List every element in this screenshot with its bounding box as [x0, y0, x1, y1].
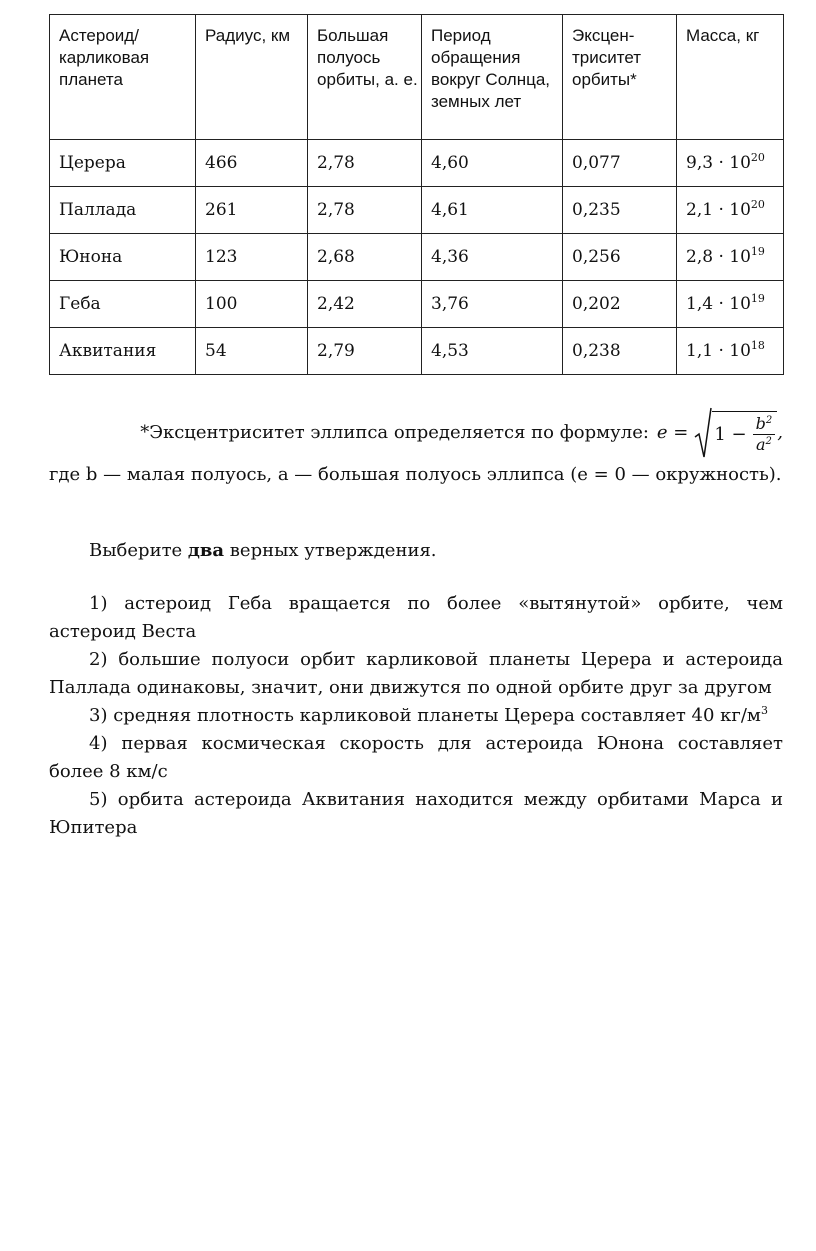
fraction-denominator [756, 435, 772, 455]
table-row [50, 187, 784, 234]
footnote-formula-line [49, 405, 783, 461]
cell-name: Паллада [50, 187, 196, 234]
header-radius: Радиус, км [196, 15, 308, 140]
cell-radius: 466 [196, 140, 308, 187]
cell-radius: 100 [196, 281, 308, 328]
mass-mantissa: 1,4 · 10 [686, 294, 751, 314]
footnote [49, 405, 783, 489]
table-row [50, 234, 784, 281]
fraction-numerator [753, 414, 776, 435]
mass-mantissa: 2,8 · 10 [686, 247, 751, 267]
header-object: Астероид/ карликовая планета [50, 15, 196, 140]
square-root [694, 407, 777, 459]
cell-mass [677, 187, 784, 234]
numerator-letter: b [755, 414, 766, 433]
cell-axis: 2,42 [308, 281, 422, 328]
prompt-before: Выберите [89, 540, 188, 561]
table-row [50, 281, 784, 328]
cell-axis: 2,79 [308, 328, 422, 375]
table-header-row [50, 15, 784, 140]
cell-period: 4,53 [422, 328, 563, 375]
mass-exponent: 18 [750, 339, 765, 352]
prompt-after: верных утверждения. [224, 540, 437, 561]
cell-name: Аквитания [50, 328, 196, 375]
formula-comma: , [777, 422, 783, 443]
radicand [712, 411, 777, 455]
header-eccentricity: Эксцен- триситет орбиты* [563, 15, 677, 140]
header-period: Период обращения вокруг Солнца, земных лет [422, 15, 563, 140]
cell-period: 4,60 [422, 140, 563, 187]
denominator-power: 2 [765, 436, 772, 447]
denominator-letter: a [755, 435, 766, 454]
cell-axis: 2,78 [308, 140, 422, 187]
cell-radius: 123 [196, 234, 308, 281]
cell-name: Юнона [50, 234, 196, 281]
cell-axis: 2,68 [308, 234, 422, 281]
answer-option-5: 5) орбита астероида Аквитания находится между орбитами Марса и Юпитера [49, 789, 783, 838]
answer-option-3 [49, 702, 783, 730]
cell-mass [677, 281, 784, 328]
header-mass: Масса, кг [677, 15, 784, 140]
cell-axis: 2,78 [308, 187, 422, 234]
mass-exponent: 20 [750, 198, 765, 211]
cell-ecc: 0,235 [563, 187, 677, 234]
cell-ecc: 0,202 [563, 281, 677, 328]
option-3-exponent: 3 [760, 704, 768, 717]
radical-sign-icon [694, 407, 712, 459]
cell-name: Геба [50, 281, 196, 328]
fraction [753, 414, 776, 455]
cell-period: 3,76 [422, 281, 563, 328]
task-prompt [49, 537, 783, 565]
answer-options [49, 590, 783, 842]
cell-radius: 261 [196, 187, 308, 234]
answer-option-4: 4) первая космическая скорость для астероида Юнона составляет более 8 км/с [49, 733, 783, 782]
answer-option-1: 1) астероид Геба вращается по более «вытянутой» орбите, чем астероид Веста [49, 593, 783, 642]
cell-name: Церера [50, 140, 196, 187]
cell-ecc: 0,077 [563, 140, 677, 187]
footnote-lead: *Эксцентриситет эллипса определяется по формуле: [140, 422, 649, 443]
asteroid-table [49, 14, 784, 375]
mass-mantissa: 2,1 · 10 [686, 200, 751, 220]
cell-period: 4,36 [422, 234, 563, 281]
mass-exponent: 19 [750, 245, 765, 258]
cell-radius: 54 [196, 328, 308, 375]
table-row [50, 328, 784, 375]
prompt-bold: два [187, 540, 225, 561]
cell-mass [677, 140, 784, 187]
mass-mantissa: 1,1 · 10 [686, 341, 751, 361]
mass-mantissa: 9,3 · 10 [686, 153, 751, 173]
table-row [50, 140, 784, 187]
radicand-one: 1 − [714, 423, 747, 445]
mass-exponent: 19 [750, 292, 765, 305]
cell-mass [677, 328, 784, 375]
header-semi-major-axis: Большая полуось орбиты, а. е. [308, 15, 422, 140]
answer-option-2: 2) большие полуоси орбит карликовой планеты Церера и астероида Паллада одинаковы, значит, они движутся по одной орбите друг за другом [49, 649, 783, 698]
footnote-continuation: где b — малая полуось, a — большая полуось эллипса (e = 0 — окружность). [49, 464, 782, 485]
cell-ecc: 0,256 [563, 234, 677, 281]
option-3-text: 3) средняя плотность карликовой планеты Церера составляет 40 кг/м [89, 705, 761, 726]
cell-mass [677, 234, 784, 281]
formula-lhs: e = [656, 422, 689, 443]
eccentricity-formula [657, 407, 783, 459]
numerator-power: 2 [765, 415, 773, 426]
cell-ecc: 0,238 [563, 328, 677, 375]
mass-exponent: 20 [750, 151, 765, 164]
cell-period: 4,61 [422, 187, 563, 234]
